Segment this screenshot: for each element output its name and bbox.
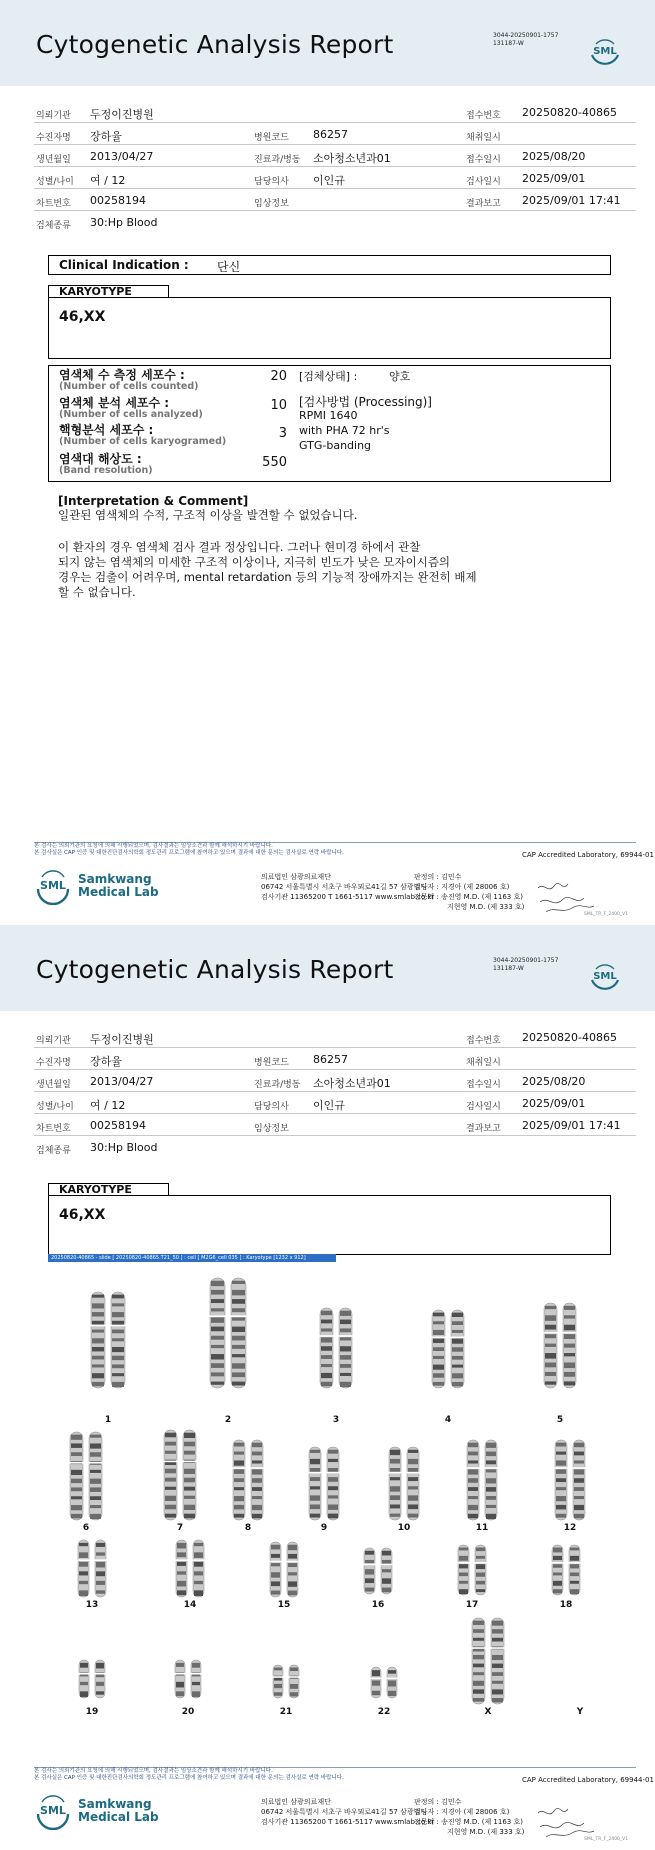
chromosome-x-2 bbox=[491, 1618, 505, 1704]
interpretation-line: 경우는 검출이 어려우며, mental retardation 등의 기능적 장애까지는 완전히 배제 bbox=[58, 570, 477, 584]
document-code bbox=[493, 32, 558, 48]
chromosome-label-17: 17 bbox=[465, 1600, 479, 1610]
info-row bbox=[34, 1070, 636, 1092]
interpretation-line: 이 환자의 경우 염색체 검사 결과 정상입니다. 그러나 현미경 하에서 관찰 bbox=[58, 540, 421, 554]
chromosome-pair-6 bbox=[70, 1432, 102, 1520]
info-row bbox=[34, 1048, 636, 1070]
chromosome-12-1 bbox=[555, 1440, 568, 1520]
chromosome-label-18: 18 bbox=[559, 1600, 573, 1610]
address-line-1: 의료법인 삼광의료재단 bbox=[261, 1798, 331, 1806]
receipt-no-value: 20250820-40865 bbox=[522, 1031, 617, 1044]
chromosome-17-2 bbox=[475, 1545, 487, 1595]
processing-line-3: GTG-banding bbox=[299, 439, 372, 452]
chromosome-pair-14-drawing bbox=[176, 1540, 204, 1597]
chromosome-3-1 bbox=[320, 1308, 334, 1388]
chromosome-label-y: Y bbox=[576, 1707, 584, 1717]
chromosome-2-2 bbox=[231, 1278, 247, 1388]
doctor-value: 이인규 bbox=[313, 174, 345, 187]
chromosome-label-5: 5 bbox=[556, 1415, 564, 1425]
chromosome-pair-21 bbox=[273, 1665, 299, 1698]
interpretation-line: 일관된 염색체의 수적, 구조적 이상을 발견할 수 없었습니다. bbox=[58, 508, 358, 522]
clinical-info-label: 임상정보 bbox=[254, 199, 289, 209]
info-row bbox=[34, 1092, 636, 1114]
chromosome-12-2 bbox=[573, 1440, 586, 1520]
chromosome-label-7: 7 bbox=[176, 1523, 184, 1533]
chromosome-1-1 bbox=[91, 1292, 106, 1388]
sex-age-label: 성별/나이 bbox=[36, 1102, 74, 1112]
receipt-no-label: 접수번호 bbox=[466, 111, 501, 121]
chromosome-label-12: 12 bbox=[563, 1523, 577, 1533]
birth-label: 생년월일 bbox=[36, 155, 71, 165]
karyotype-value: 46,XX bbox=[59, 309, 106, 325]
chromosome-label-x: X bbox=[484, 1707, 492, 1717]
specimen-status-value: 양호 bbox=[389, 370, 411, 383]
chromosome-pair-9 bbox=[309, 1447, 339, 1520]
specimen-label: 검체종류 bbox=[36, 1146, 71, 1156]
hospital-code-label: 병원코드 bbox=[254, 1058, 289, 1068]
chromosome-pair-16-drawing bbox=[364, 1548, 392, 1594]
institution-label: 의뢰기관 bbox=[36, 111, 71, 121]
cells-counted-value: 20 bbox=[270, 369, 287, 384]
chromosome-label-9: 9 bbox=[320, 1523, 328, 1533]
chromosome-label-19: 19 bbox=[85, 1707, 99, 1717]
result-date-label: 결과보고 bbox=[466, 1124, 501, 1134]
cell-stats-box bbox=[48, 365, 611, 482]
chromosome-pair-20 bbox=[175, 1660, 201, 1698]
form-code: SML_TR_F_2400_V1 bbox=[584, 1837, 629, 1842]
chromosome-14-1 bbox=[176, 1540, 188, 1597]
footer-signatures bbox=[414, 1797, 524, 1837]
cells-analyzed bbox=[59, 397, 203, 420]
chromosome-5-1 bbox=[544, 1303, 558, 1388]
chromosome-pair-22-drawing bbox=[371, 1667, 397, 1698]
chromosome-label-2: 2 bbox=[224, 1415, 232, 1425]
chromosome-7-1 bbox=[164, 1430, 178, 1520]
signature-line-4: 지현영 M.D. (제 333 호) bbox=[447, 1828, 525, 1836]
chromosome-15-2 bbox=[287, 1542, 299, 1597]
specimen-value: 30:Hp Blood bbox=[90, 1141, 158, 1154]
cells-analyzed-label: 염색체 분석 세포수 : bbox=[59, 396, 170, 410]
cells-karyogramed-label: 핵형분석 세포수 : bbox=[59, 423, 154, 437]
footer-note-line-2: 본 검사실은 CAP 인증 및 대한진단검사의학회 정도관리 프로그램에 참여하고 있으며 결과에 대한 문의는 검사실로 연락 바랍니다. bbox=[34, 850, 344, 856]
footer-note-line-1: 본 검사는 의뢰기관의 요청에 의해 시행되었으며, 검사결과는 임상소견과 함께 해석하시기 바랍니다. bbox=[34, 1768, 273, 1774]
signature-line-1: 판정의 : 김민수 bbox=[414, 873, 462, 881]
chromosome-13-1 bbox=[78, 1540, 90, 1597]
chromosome-5-2 bbox=[563, 1303, 577, 1388]
chromosome-label-13: 13 bbox=[85, 1600, 99, 1610]
svg-text:SML: SML bbox=[593, 971, 617, 982]
specimen-value: 30:Hp Blood bbox=[90, 216, 158, 229]
hospital-code-label: 병원코드 bbox=[254, 133, 289, 143]
address-line-2: 06742 서울특별시 서초구 바우뫼로41길 57 삼광빌딩 bbox=[261, 883, 428, 891]
signature-line-2: 검사자 : 지경아 (제 28006 호) bbox=[414, 883, 510, 891]
chromosome-pair-3-drawing bbox=[320, 1308, 352, 1388]
report-title: Cytogenetic Analysis Report bbox=[36, 30, 394, 59]
chromosome-label-21: 21 bbox=[279, 1707, 293, 1717]
chromosome-9-1 bbox=[309, 1447, 322, 1520]
karyogram-caption: 20250820-40865 - slide [ 20250820-40865.T21_50 ] : cell [ M2G6_cell 035 ] : Karyotype [1232 x 912] bbox=[48, 1254, 336, 1262]
info-row bbox=[34, 123, 636, 145]
chart-no-label: 차트번호 bbox=[36, 1124, 71, 1134]
chromosome-pair-2 bbox=[210, 1278, 246, 1388]
chromosome-pair-1 bbox=[91, 1292, 125, 1388]
doctor-label: 담당의사 bbox=[254, 177, 289, 187]
sml-footer-logo-icon bbox=[34, 1792, 72, 1830]
signature-line-3: 전문의 : 송진영 M.D. (제 1163 호) bbox=[414, 893, 523, 901]
chromosome-label-8: 8 bbox=[244, 1523, 252, 1533]
band-resolution-value: 550 bbox=[262, 455, 287, 470]
institution-label: 의뢰기관 bbox=[36, 1036, 71, 1046]
birth-value: 2013/04/27 bbox=[90, 150, 154, 163]
chromosome-pair-12 bbox=[555, 1440, 585, 1520]
chromosome-22-2 bbox=[387, 1667, 398, 1698]
doc-code-line-2: 131187-W bbox=[493, 965, 524, 972]
interpretation-title: [Interpretation & Comment] bbox=[58, 494, 249, 508]
received-date-value: 2025/08/20 bbox=[522, 150, 586, 163]
collection-date-label: 채취일시 bbox=[466, 1058, 501, 1068]
test-date-label: 검사일시 bbox=[466, 1102, 501, 1112]
footer-note bbox=[34, 843, 344, 857]
collection-date-label: 채취일시 bbox=[466, 133, 501, 143]
chromosome-pair-7-drawing bbox=[164, 1430, 196, 1520]
birth-value: 2013/04/27 bbox=[90, 1075, 154, 1088]
chromosome-4-1 bbox=[432, 1310, 446, 1388]
institution-value: 두정이진병원 bbox=[90, 1033, 154, 1046]
signature-line-1: 판정의 : 김민수 bbox=[414, 1798, 462, 1806]
test-date-value: 2025/09/01 bbox=[522, 1097, 586, 1110]
cells-counted-en: (Number of cells counted) bbox=[59, 381, 199, 392]
doc-code-line-2: 131187-W bbox=[493, 40, 524, 47]
info-row bbox=[34, 1026, 636, 1048]
footer-brand bbox=[78, 1798, 159, 1824]
chromosome-pair-15-drawing bbox=[270, 1542, 298, 1597]
chromosome-pair-1-drawing bbox=[91, 1292, 125, 1388]
chromosome-10-2 bbox=[407, 1447, 420, 1520]
form-code: SML_TR_F_2400_V1 bbox=[584, 912, 629, 917]
interpretation-line: 할 수 없습니다. bbox=[58, 585, 136, 599]
chromosome-label-10: 10 bbox=[397, 1523, 411, 1533]
chromosome-pair-19-drawing bbox=[79, 1660, 105, 1698]
footer-note-line-1: 본 검사는 의뢰기관의 요청에 의해 시행되었으며, 검사결과는 임상소견과 함께 해석하시기 바랍니다. bbox=[34, 843, 273, 849]
chromosome-pair-11 bbox=[467, 1440, 497, 1520]
karyotype-value: 46,XX bbox=[59, 1207, 106, 1223]
institution-value: 두정이진병원 bbox=[90, 108, 154, 121]
chromosome-pair-18-drawing bbox=[552, 1545, 580, 1595]
clinical-info-label: 임상정보 bbox=[254, 1124, 289, 1134]
chromosome-pair-15 bbox=[270, 1542, 298, 1597]
chromosome-pair-2-drawing bbox=[210, 1278, 246, 1388]
chromosome-2-1 bbox=[210, 1278, 226, 1388]
clinical-indication-label: Clinical Indication : bbox=[59, 258, 189, 272]
document-code bbox=[493, 957, 558, 973]
clinical-indication-box bbox=[48, 255, 611, 275]
chromosome-pair-x-drawing bbox=[472, 1618, 504, 1704]
chromosome-9-2 bbox=[327, 1447, 340, 1520]
department-label: 진료과/병동 bbox=[254, 1080, 301, 1090]
chromosome-pair-7 bbox=[164, 1430, 196, 1520]
handwritten-signature-icon bbox=[536, 1805, 596, 1841]
test-date-value: 2025/09/01 bbox=[522, 172, 586, 185]
chromosome-pair-8 bbox=[233, 1440, 263, 1520]
specimen-status-label: [검체상태] : bbox=[299, 370, 358, 383]
result-date-value: 2025/09/01 17:41 bbox=[522, 1119, 621, 1132]
doc-code-line-1: 3044-20250901-1757 bbox=[493, 957, 559, 964]
cells-karyogramed-en: (Number of cells karyogramed) bbox=[59, 436, 227, 447]
cells-counted bbox=[59, 369, 199, 392]
received-date-label: 접수일시 bbox=[466, 155, 501, 165]
chromosome-pair-13 bbox=[78, 1540, 106, 1597]
chart-no-value: 00258194 bbox=[90, 1119, 146, 1132]
chromosome-pair-6-drawing bbox=[70, 1432, 102, 1520]
chromosome-label-1: 1 bbox=[104, 1415, 112, 1425]
chromosome-16-1 bbox=[364, 1548, 376, 1594]
department-label: 진료과/병동 bbox=[254, 155, 301, 165]
doctor-label: 담당의사 bbox=[254, 1102, 289, 1112]
sml-logo-icon bbox=[588, 35, 622, 69]
test-date-label: 검사일시 bbox=[466, 177, 501, 187]
chromosome-22-1 bbox=[371, 1667, 382, 1698]
chromosome-pair-4-drawing bbox=[432, 1310, 464, 1388]
specimen-label: 검체종류 bbox=[36, 221, 71, 231]
birth-label: 생년월일 bbox=[36, 1080, 71, 1090]
chromosome-1-2 bbox=[111, 1292, 126, 1388]
received-date-label: 접수일시 bbox=[466, 1080, 501, 1090]
chromosome-pair-17-drawing bbox=[458, 1545, 486, 1595]
chart-no-label: 차트번호 bbox=[36, 199, 71, 209]
footer-note-line-2: 본 검사실은 CAP 인증 및 대한진단검사의학회 정도관리 프로그램에 참여하고 있으며 결과에 대한 문의는 검사실로 연락 바랍니다. bbox=[34, 1775, 344, 1781]
sex-age-label: 성별/나이 bbox=[36, 177, 74, 187]
name-label: 수진자명 bbox=[36, 1058, 71, 1068]
chromosome-label-15: 15 bbox=[277, 1600, 291, 1610]
chromosome-6-1 bbox=[70, 1432, 84, 1520]
cells-analyzed-value: 10 bbox=[270, 398, 287, 413]
chromosome-7-2 bbox=[183, 1430, 197, 1520]
chromosome-label-22: 22 bbox=[377, 1707, 391, 1717]
chromosome-label-4: 4 bbox=[444, 1415, 452, 1425]
info-row bbox=[34, 167, 636, 189]
sml-logo-icon bbox=[588, 960, 622, 994]
chromosome-18-1 bbox=[552, 1545, 564, 1595]
svg-text:SML: SML bbox=[40, 1804, 66, 1817]
chromosome-pair-10 bbox=[389, 1447, 419, 1520]
info-row bbox=[34, 101, 636, 123]
chromosome-pair-22 bbox=[371, 1667, 397, 1698]
svg-text:SML: SML bbox=[40, 879, 66, 892]
chromosome-20-1 bbox=[175, 1660, 186, 1698]
karyotype-box bbox=[48, 1195, 611, 1255]
footer-brand bbox=[78, 873, 159, 899]
patient-info-table bbox=[34, 1026, 636, 1158]
doctor-value: 이인규 bbox=[313, 1099, 345, 1112]
chromosome-pair-19 bbox=[79, 1660, 105, 1698]
sex-age-value: 여 / 12 bbox=[90, 174, 126, 187]
signature-line-3: 전문의 : 송진영 M.D. (제 1163 호) bbox=[414, 1818, 523, 1826]
chromosome-pair-x bbox=[472, 1618, 504, 1704]
brand-line-1: Samkwang bbox=[78, 872, 152, 886]
chromosome-label-20: 20 bbox=[181, 1707, 195, 1717]
chromosome-pair-9-drawing bbox=[309, 1447, 339, 1520]
chromosome-pair-5 bbox=[544, 1303, 576, 1388]
band-resolution-en: (Band resolution) bbox=[59, 465, 153, 476]
chromosome-11-2 bbox=[485, 1440, 498, 1520]
chromosome-pair-8-drawing bbox=[233, 1440, 263, 1520]
receipt-no-label: 접수번호 bbox=[466, 1036, 501, 1046]
chromosome-16-2 bbox=[381, 1548, 393, 1594]
footer-signatures bbox=[414, 872, 524, 912]
info-row bbox=[34, 211, 636, 233]
brand-line-1: Samkwang bbox=[78, 1797, 152, 1811]
chromosome-18-2 bbox=[569, 1545, 581, 1595]
received-date-value: 2025/08/20 bbox=[522, 1075, 586, 1088]
chromosome-pair-13-drawing bbox=[78, 1540, 106, 1597]
chromosome-label-14: 14 bbox=[183, 1600, 197, 1610]
patient-info-table bbox=[34, 101, 636, 233]
chromosome-label-11: 11 bbox=[475, 1523, 489, 1533]
name-label: 수진자명 bbox=[36, 133, 71, 143]
chromosome-pair-16 bbox=[364, 1548, 392, 1594]
chromosome-pair-20-drawing bbox=[175, 1660, 201, 1698]
chart-no-value: 00258194 bbox=[90, 194, 146, 207]
band-resolution bbox=[59, 453, 153, 476]
hospital-code-value: 86257 bbox=[313, 128, 348, 141]
chromosome-pair-14 bbox=[176, 1540, 204, 1597]
cap-accreditation: CAP Accredited Laboratory, 69944-01 bbox=[522, 1776, 654, 1784]
karyotype-tab: KARYOTYPE bbox=[48, 285, 169, 297]
signature-line-2: 검사자 : 지경아 (제 28006 호) bbox=[414, 1808, 510, 1816]
cells-counted-label: 염색체 수 측정 세포수 : bbox=[59, 368, 185, 382]
chromosome-19-2 bbox=[95, 1660, 106, 1698]
info-row bbox=[34, 189, 636, 211]
info-row bbox=[34, 1114, 636, 1136]
interpretation-line: 되지 않는 염색체의 미세한 구조적 이상이나, 지극히 빈도가 낮은 모자이시즘의 bbox=[58, 555, 451, 569]
address-line-2: 06742 서울특별시 서초구 바우뫼로41길 57 삼광빌딩 bbox=[261, 1808, 428, 1816]
chromosome-label-16: 16 bbox=[371, 1600, 385, 1610]
address-line-3: 검사기관 11365200 T 1661-5117 www.smlab.co.kr bbox=[261, 893, 435, 901]
footer-address bbox=[261, 872, 434, 902]
brand-line-2: Medical Lab bbox=[78, 1810, 159, 1824]
chromosome-pair-4 bbox=[432, 1310, 464, 1388]
name-value: 장하율 bbox=[90, 130, 122, 143]
karyotype-box bbox=[48, 297, 611, 359]
chromosome-pair-17 bbox=[458, 1545, 486, 1595]
chromosome-pair-11-drawing bbox=[467, 1440, 497, 1520]
chromosome-8-1 bbox=[233, 1440, 246, 1520]
chromosome-8-2 bbox=[251, 1440, 264, 1520]
chromosome-label-3: 3 bbox=[332, 1415, 340, 1425]
svg-text:SML: SML bbox=[593, 46, 617, 57]
signature-line-4: 지현영 M.D. (제 333 호) bbox=[447, 903, 525, 911]
chromosome-19-1 bbox=[79, 1660, 90, 1698]
footer-address bbox=[261, 1797, 434, 1827]
receipt-no-value: 20250820-40865 bbox=[522, 106, 617, 119]
chromosome-pair-3 bbox=[320, 1308, 352, 1388]
address-line-1: 의료법인 삼광의료재단 bbox=[261, 873, 331, 881]
cells-karyogramed-value: 3 bbox=[278, 426, 287, 441]
footer-note bbox=[34, 1768, 344, 1782]
report-title: Cytogenetic Analysis Report bbox=[36, 955, 394, 984]
chromosome-21-1 bbox=[273, 1665, 284, 1698]
chromosome-x-1 bbox=[472, 1618, 486, 1704]
chromosome-6-2 bbox=[89, 1432, 103, 1520]
chromosome-14-2 bbox=[193, 1540, 205, 1597]
handwritten-signature-icon bbox=[536, 880, 596, 916]
brand-line-2: Medical Lab bbox=[78, 885, 159, 899]
chromosome-pair-21-drawing bbox=[273, 1665, 299, 1698]
clinical-indication-value: 단신 bbox=[217, 260, 241, 274]
result-date-value: 2025/09/01 17:41 bbox=[522, 194, 621, 207]
chromosome-13-2 bbox=[95, 1540, 107, 1597]
name-value: 장하율 bbox=[90, 1055, 122, 1068]
result-date-label: 결과보고 bbox=[466, 199, 501, 209]
info-row bbox=[34, 145, 636, 167]
chromosome-3-2 bbox=[339, 1308, 353, 1388]
cap-accreditation: CAP Accredited Laboratory, 69944-01 bbox=[522, 851, 654, 859]
sex-age-value: 여 / 12 bbox=[90, 1099, 126, 1112]
address-line-3: 검사기관 11365200 T 1661-5117 www.smlab.co.kr bbox=[261, 1818, 435, 1826]
hospital-code-value: 86257 bbox=[313, 1053, 348, 1066]
chromosome-pair-12-drawing bbox=[555, 1440, 585, 1520]
chromosome-pair-18 bbox=[552, 1545, 580, 1595]
chromosome-20-2 bbox=[191, 1660, 202, 1698]
department-value: 소아청소년과01 bbox=[313, 152, 391, 165]
chromosome-10-1 bbox=[389, 1447, 402, 1520]
sml-footer-logo-icon bbox=[34, 867, 72, 905]
cells-analyzed-en: (Number of cells analyzed) bbox=[59, 409, 203, 420]
cells-karyogramed bbox=[59, 424, 226, 447]
chromosome-21-2 bbox=[289, 1665, 300, 1698]
karyotype-tab: KARYOTYPE bbox=[48, 1183, 169, 1195]
chromosome-11-1 bbox=[467, 1440, 480, 1520]
processing-line-1: RPMI 1640 bbox=[299, 409, 358, 422]
department-value: 소아청소년과01 bbox=[313, 1077, 391, 1090]
chromosome-15-1 bbox=[270, 1542, 282, 1597]
info-row bbox=[34, 1136, 636, 1158]
chromosome-label-6: 6 bbox=[82, 1523, 90, 1533]
chromosome-4-2 bbox=[451, 1310, 465, 1388]
band-resolution-label: 염색대 해상도 : bbox=[59, 452, 142, 466]
chromosome-17-1 bbox=[458, 1545, 470, 1595]
processing-line-2: with PHA 72 hr's bbox=[299, 424, 390, 437]
chromosome-pair-10-drawing bbox=[389, 1447, 419, 1520]
doc-code-line-1: 3044-20250901-1757 bbox=[493, 32, 559, 39]
processing-label: [검사방법 (Processing)] bbox=[299, 395, 432, 409]
chromosome-pair-5-drawing bbox=[544, 1303, 576, 1388]
